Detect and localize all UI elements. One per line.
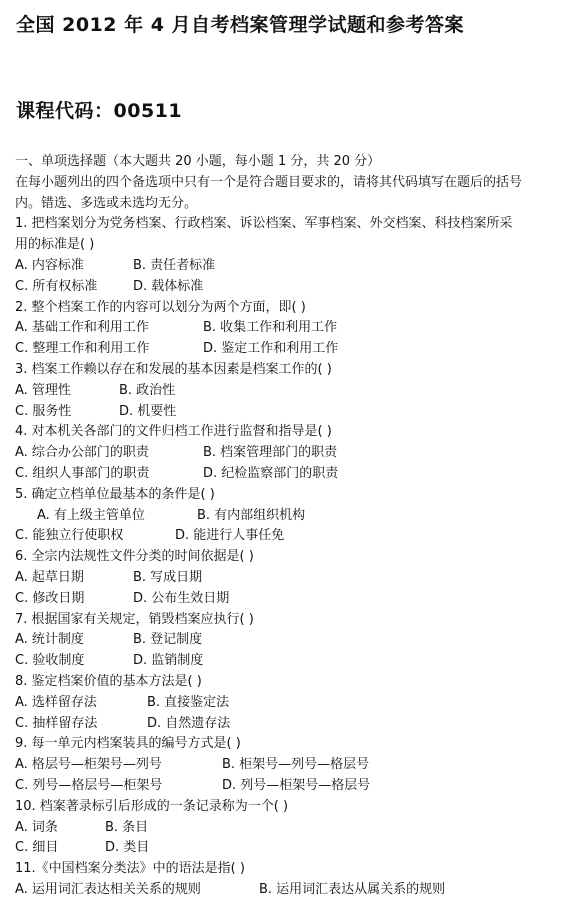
option-row <box>15 630 575 651</box>
option-d: D. 类目 <box>105 840 150 856</box>
option-a: A. 综合办公部门的职责 <box>15 445 149 461</box>
option-row <box>15 464 575 485</box>
option-c: C. 组织人事部门的职责 <box>15 465 150 481</box>
question-stem: 10. 档案著录标引后形成的一条记录称为一个( ) <box>15 798 289 814</box>
option-row <box>15 381 575 402</box>
section-instruction: 内。错选、多选或未选均无分。 <box>15 195 198 211</box>
option-a: A. 格层号—柜架号—列号 <box>15 757 162 773</box>
option-b: B. 直接鉴定法 <box>147 694 230 710</box>
question-6 <box>15 547 575 609</box>
question-section <box>15 152 575 901</box>
question-11 <box>15 859 575 901</box>
question-10 <box>15 797 575 859</box>
option-d: D. 列号—柜架号—格层号 <box>222 777 371 793</box>
section-heading: 一、单项选择题（本大题共 20 小题，每小题 1 分，共 20 分） <box>15 154 381 169</box>
question-3 <box>15 360 575 422</box>
question-2 <box>15 298 575 360</box>
option-a: A. 运用词汇表达相关关系的规则 <box>15 881 201 897</box>
option-d: D. 鉴定工作和利用工作 <box>203 341 339 357</box>
question-stem: 4. 对本机关各部门的文件归档工作进行监督和指导是( ) <box>15 424 332 440</box>
option-row <box>15 277 575 298</box>
question-stem: 3. 档案工作赖以存在和发展的基本因素是档案工作的( ) <box>15 361 332 377</box>
option-row <box>15 714 575 735</box>
option-a: A. 统计制度 <box>15 632 84 648</box>
option-d: D. 载体标准 <box>133 278 204 294</box>
option-d: D. 公布生效日期 <box>133 590 230 606</box>
option-d: D. 能进行人事任免 <box>175 528 285 544</box>
option-c: C. 列号—格层号—柜架号 <box>15 777 163 793</box>
option-row <box>15 402 575 423</box>
option-row <box>15 339 575 360</box>
option-row <box>15 589 575 610</box>
option-c: C. 所有权标准 <box>15 278 98 294</box>
option-a: A. 词条 <box>15 819 58 835</box>
option-c: C. 修改日期 <box>15 590 85 606</box>
question-7 <box>15 610 575 672</box>
question-stem: 8. 鉴定档案价值的基本方法是( ) <box>15 673 202 689</box>
option-a: A. 起草日期 <box>15 569 84 585</box>
option-b: B. 柜架号—列号—格层号 <box>222 757 370 773</box>
option-d: D. 纪检监察部门的职责 <box>203 465 339 481</box>
option-row <box>15 506 575 527</box>
option-row <box>15 693 575 714</box>
question-8 <box>15 672 575 734</box>
option-row <box>15 776 575 797</box>
question-stem: 5. 确定立档单位最基本的条件是( ) <box>15 486 215 502</box>
option-c: C. 抽样留存法 <box>15 715 98 731</box>
option-b: B. 登记制度 <box>133 632 203 648</box>
option-c: C. 能独立行使职权 <box>15 528 124 544</box>
option-d: D. 自然遗存法 <box>147 715 231 731</box>
option-b: B. 运用词汇表达从属关系的规则 <box>259 881 446 897</box>
option-c: C. 验收制度 <box>15 653 85 669</box>
option-c: C. 细目 <box>15 840 59 856</box>
option-row <box>15 838 575 859</box>
question-1 <box>15 214 575 297</box>
question-stem: 1. 把档案划分为党务档案、行政档案、诉讼档案、军事档案、外交档案、科技档案所采 <box>15 216 513 232</box>
option-c: C. 整理工作和利用工作 <box>15 341 150 357</box>
option-row <box>15 318 575 339</box>
question-stem: 7. 根据国家有关规定，销毁档案应执行( ) <box>15 611 254 627</box>
option-b: B. 政治性 <box>119 382 176 398</box>
option-row <box>15 651 575 672</box>
question-stem: 6. 全宗内法规性文件分类的时间依据是( ) <box>15 549 254 565</box>
option-row <box>15 568 575 589</box>
question-stem: 9. 每一单元内档案装具的编号方式是( ) <box>15 736 241 752</box>
question-stem: 11.《中国档案分类法》中的语法是指( ) <box>15 861 245 877</box>
course-code: 课程代码：00511 <box>16 100 183 122</box>
option-a: A. 有上级主管单位 <box>37 507 145 523</box>
option-b: B. 写成日期 <box>133 569 203 585</box>
option-row <box>15 818 575 839</box>
option-d: D. 机要性 <box>119 403 177 419</box>
document-title: 全国 2012 年 4 月自考档案管理学试题和参考答案 <box>16 14 465 36</box>
option-b: B. 收集工作和利用工作 <box>203 320 338 336</box>
question-stem: 用的标准是( ) <box>15 237 95 253</box>
section-instruction: 在每小题列出的四个备选项中只有一个是符合题目要求的，请将其代码填写在题后的括号 <box>15 174 523 190</box>
option-row <box>15 526 575 547</box>
option-b: B. 条目 <box>105 819 149 835</box>
option-row <box>15 256 575 277</box>
option-c: C. 服务性 <box>15 403 72 419</box>
option-b: B. 档案管理部门的职责 <box>203 445 338 461</box>
option-b: B. 责任者标准 <box>133 257 216 273</box>
option-b: B. 有内部组织机构 <box>197 507 306 523</box>
question-4 <box>15 422 575 484</box>
option-row <box>15 443 575 464</box>
option-d: D. 监销制度 <box>133 653 204 669</box>
option-row <box>15 880 575 901</box>
question-5 <box>15 485 575 547</box>
option-a: A. 内容标准 <box>15 257 84 273</box>
option-a: A. 管理性 <box>15 382 71 398</box>
option-row <box>15 755 575 776</box>
question-9 <box>15 734 575 796</box>
question-stem: 2. 整个档案工作的内容可以划分为两个方面，即( ) <box>15 299 306 315</box>
option-a: A. 选样留存法 <box>15 694 97 710</box>
option-a: A. 基础工作和利用工作 <box>15 320 149 336</box>
